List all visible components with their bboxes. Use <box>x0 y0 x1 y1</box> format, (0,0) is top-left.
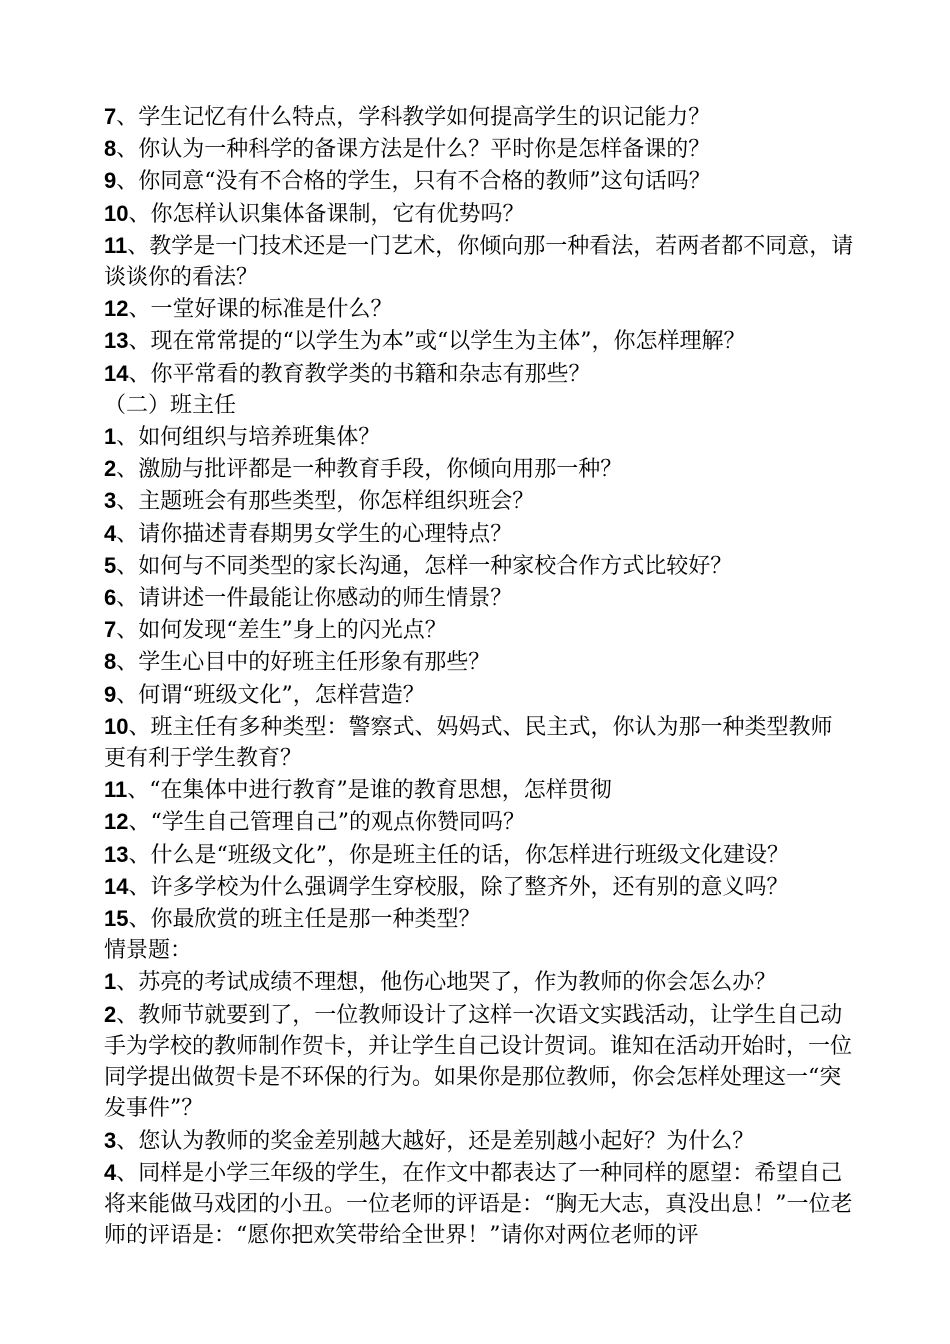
question-item <box>104 903 854 935</box>
question-number: 12 <box>104 296 129 322</box>
question-number: 4 <box>104 520 117 546</box>
question-text: 、什么是“班级文化”，你是班主任的话，你怎样进行班级文化建设？ <box>128 842 789 868</box>
question-item <box>104 518 854 550</box>
question-text: 、如何组织与培养班集体？ <box>116 425 381 451</box>
question-text: 、现在常常提的“以学生为本”或“以学生为主体”，你怎样理解？ <box>128 329 746 355</box>
question-item <box>104 165 854 197</box>
question-item <box>104 325 854 357</box>
question-text: 、许多学校为什么强调学生穿校服，除了整齐外，还有别的意义吗？ <box>128 874 789 900</box>
question-number: 9 <box>104 681 117 707</box>
question-number: 10 <box>104 200 129 226</box>
question-text: 、你最欣赏的班主任是那一种类型？ <box>128 907 481 933</box>
teaching-questions-list <box>104 101 854 390</box>
question-number: 2 <box>104 456 117 482</box>
question-number: 3 <box>104 488 117 514</box>
question-number: 1 <box>104 424 117 450</box>
question-number: 12 <box>104 809 129 835</box>
question-item <box>104 774 854 806</box>
question-item <box>104 230 854 293</box>
question-item <box>104 711 854 774</box>
question-number: 11 <box>104 232 128 258</box>
question-number: 11 <box>104 777 128 803</box>
section-heading-class-teacher: （二）班主任 <box>104 392 237 418</box>
question-number: 14 <box>104 360 129 386</box>
question-item <box>104 679 854 711</box>
question-text: 、“学生自己管理自己”的观点你赞同吗？ <box>128 810 525 836</box>
question-text: 、“在集体中进行教育”是谁的教育思想，怎样贯彻 <box>127 778 612 804</box>
question-item <box>104 614 854 646</box>
question-item <box>104 1157 854 1252</box>
question-number: 13 <box>104 328 129 354</box>
question-text: 、你同意“没有不合格的学生，只有不合格的教师”这句话吗？ <box>116 169 711 195</box>
question-number: 5 <box>104 552 117 578</box>
question-number: 3 <box>104 1127 117 1153</box>
question-text: 、学生心目中的好班主任形象有那些？ <box>116 650 491 676</box>
document-page <box>104 101 854 1251</box>
question-item <box>104 999 854 1125</box>
scenario-questions-list <box>104 966 854 1251</box>
question-number: 7 <box>104 617 117 643</box>
question-text: 、你平常看的教育教学类的书籍和杂志有那些？ <box>128 361 591 387</box>
question-item <box>104 453 854 485</box>
question-text: 、你认为一种科学的备课方法是什么？平时你是怎样备课的？ <box>116 137 711 163</box>
question-text: 、一堂好课的标准是什么？ <box>128 297 393 323</box>
question-item <box>104 133 854 165</box>
question-text: 、你怎样认识集体备课制，它有优势吗？ <box>128 201 525 227</box>
question-text: 、请讲述一件最能让你感动的师生情景？ <box>116 586 513 612</box>
question-text: 、激励与批评都是一种教育手段，你倾向用那一种？ <box>116 457 623 483</box>
question-item <box>104 582 854 614</box>
question-item <box>104 550 854 582</box>
question-text: 、教师节就要到了，一位教师设计了这样一次语文实践活动，让学生自己动手为学校的教师制作贺卡，并让学生自己设计贺词。谁知在活动开始时，一位同学提出做贺卡是不环保的行为。如果你是那位教师，你会怎样处理这一“突发事件”？ <box>104 1002 853 1122</box>
question-text: 、学生记忆有什么特点，学科教学如何提高学生的识记能力？ <box>116 105 711 130</box>
question-item <box>104 101 854 133</box>
question-number: 8 <box>104 649 117 675</box>
question-text: 、主题班会有那些类型，你怎样组织班会？ <box>116 489 535 515</box>
question-text: 、同样是小学三年级的学生，在作文中都表达了一种同样的愿望：希望自己将来能做马戏团的小丑。一位老师的评语是：“胸无大志，真没出息！”一位老师的评语是：“愿你把欢笑带给全世界！”请你对两位老师的评 <box>104 1160 853 1249</box>
question-item <box>104 198 854 230</box>
question-number: 6 <box>104 585 117 611</box>
question-number: 9 <box>104 168 117 194</box>
question-item <box>104 806 854 838</box>
question-number: 4 <box>104 1159 117 1185</box>
question-text: 、如何发现“差生”身上的闪光点？ <box>116 618 447 644</box>
question-text: 、教学是一门技术还是一门艺术，你倾向那一种看法，若两者都不同意，请谈谈你的看法？ <box>104 233 854 291</box>
question-item <box>104 421 854 453</box>
question-number: 10 <box>104 713 129 739</box>
question-number: 13 <box>104 841 129 867</box>
question-number: 7 <box>104 104 117 129</box>
question-text: 、班主任有多种类型：警察式、妈妈式、民主式，你认为那一种类型教师更有利于学生教育？ <box>104 714 833 772</box>
question-text: 、请你描述青春期男女学生的心理特点？ <box>116 521 513 547</box>
question-item <box>104 1125 854 1157</box>
question-text: 、何谓“班级文化”，怎样营造？ <box>116 682 425 708</box>
question-text: 、您认为教师的奖金差别越大越好，还是差别越小起好？为什么？ <box>116 1128 755 1154</box>
question-item <box>104 871 854 903</box>
question-item <box>104 646 854 678</box>
question-number: 15 <box>104 906 129 932</box>
question-item <box>104 358 854 390</box>
question-number: 2 <box>104 1001 117 1027</box>
question-number: 1 <box>104 969 117 995</box>
question-item <box>104 293 854 325</box>
class-teacher-questions-list <box>104 421 854 935</box>
section-heading-scenario: 情景题： <box>104 938 193 964</box>
question-text: 、如何与不同类型的家长沟通，怎样一种家校合作方式比较好？ <box>116 553 733 579</box>
question-number: 14 <box>104 873 129 899</box>
question-text: 、苏亮的考试成绩不理想，他伤心地哭了，作为教师的你会怎么办？ <box>116 970 777 996</box>
question-number: 8 <box>104 136 117 162</box>
question-item <box>104 485 854 517</box>
question-item <box>104 839 854 871</box>
question-item <box>104 966 854 998</box>
